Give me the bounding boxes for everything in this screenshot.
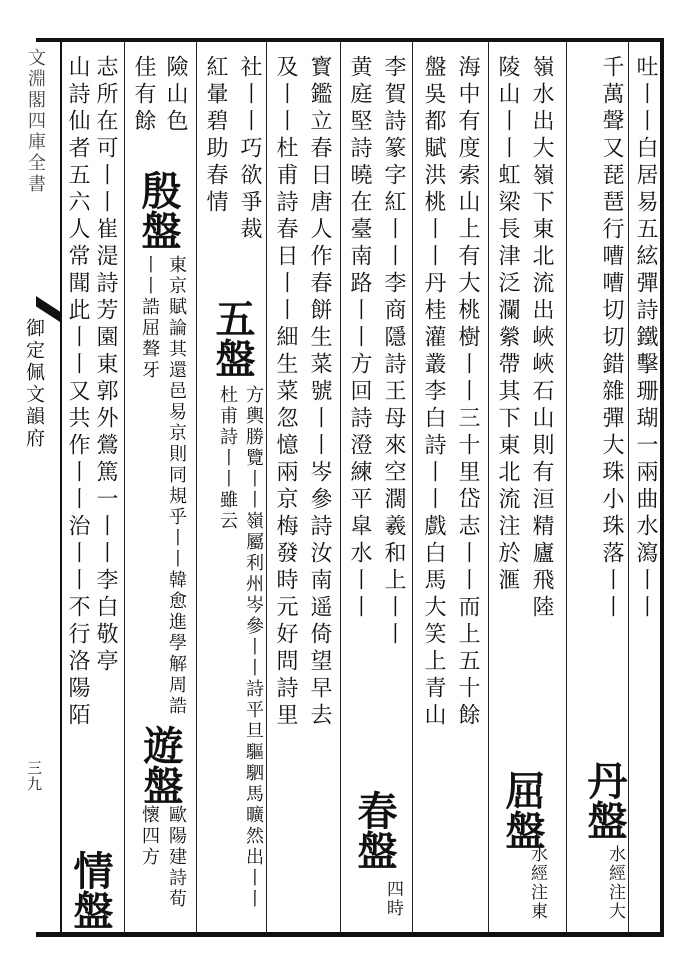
heading-you-pan: 遊盤: [137, 725, 184, 805]
column-divider: [488, 42, 489, 932]
top-border: [36, 38, 664, 42]
right-border: [660, 38, 664, 937]
column-divider: [266, 42, 267, 932]
text-column-13: 險山色: [163, 55, 188, 136]
column-divider: [196, 42, 197, 932]
heading-wu-pan: 五盤: [209, 298, 256, 378]
text-column-6: 盤吳都賦洪桃丨丨丹桂灌叢李白詩丨丨戲白馬大笑上青山: [421, 55, 446, 730]
column-divider: [124, 42, 125, 932]
yin-pan-note: 東京賦論其還邑易京則同規乎丨丨韓愈進學解周誥丨丨誥屈聱牙: [139, 255, 187, 717]
text-column-4: 陵山丨丨虹梁長津泛瀾縈帶其下東北流注於滙: [495, 55, 520, 595]
column-divider: [628, 42, 629, 932]
column-divider: [412, 42, 413, 932]
you-pan-note: 歐陽建詩荀懷四方: [139, 805, 187, 910]
book-title: 御定佩文韻府: [23, 318, 45, 450]
text-column-9: 寳鑑立春日唐人作春餅生菜號丨丨岑參詩汝南遥倚望早去: [307, 55, 332, 730]
page-number: 三九: [25, 760, 43, 792]
text-column-5: 海中有度索山上有大桃樹丨丨三十里岱志丨丨而上五十餘: [455, 55, 480, 730]
wu-pan-note: 方輿勝覽丨丨嶺屬利州岑參丨丨詩平旦驅駟馬曠然出丨丨杜甫詩丨丨雖云: [217, 385, 264, 910]
text-column-16: 山詩仙者五六人常聞此丨丨又共作丨丨治丨丨不行洛陽陌: [65, 55, 90, 730]
chun-pan-note: 四時: [383, 880, 403, 918]
dan-pan-note: 水經注大: [605, 845, 625, 921]
text-column-1: 吐丨丨白居易五絃彈詩鐵擊珊瑚一兩曲水瀉丨丨: [633, 55, 658, 622]
qu-pan-note: 水經注東: [527, 845, 547, 921]
text-column-3: 嶺水出大嶺下東北流出峽峽石山則有洹精廬飛陸: [529, 55, 554, 622]
library-title: 文淵閣四庫全書: [25, 48, 46, 195]
text-column-10: 及丨丨杜甫詩春日丨丨細生菜忽憶兩京梅發時元好問詩里: [273, 55, 298, 730]
heading-dan-pan: 丹盤: [581, 760, 628, 840]
text-column-11: 社丨丨巧欲爭裁: [237, 55, 262, 244]
heading-qu-pan: 屈盤: [499, 770, 546, 850]
heading-qing-pan: 情盤: [67, 850, 114, 930]
text-column-14: 佳有餘: [131, 55, 156, 136]
column-divider: [340, 42, 341, 932]
text-column-15: 志所在可丨丨崔湜詩芳園東郭外鶯篤一丨丨李白敬亭: [93, 55, 118, 676]
heading-yin-pan: 殷盤: [135, 170, 182, 250]
column-divider: [566, 42, 567, 932]
heading-chun-pan: 春盤: [351, 790, 398, 870]
text-column-12: 紅暈碧助春情: [203, 55, 228, 217]
text-column-7: 李賀詩篆字紅丨丨李商隱詩王母來空濶羲和上丨丨: [381, 55, 406, 649]
text-column-2: 千萬聲又琵琶行嘈嘈切切錯雜彈大珠小珠落丨丨: [599, 55, 624, 622]
text-column-8: 黄庭堅詩曉在臺南路丨丨方回詩澄練平皐水丨丨: [347, 55, 372, 622]
bottom-border: [36, 932, 664, 937]
